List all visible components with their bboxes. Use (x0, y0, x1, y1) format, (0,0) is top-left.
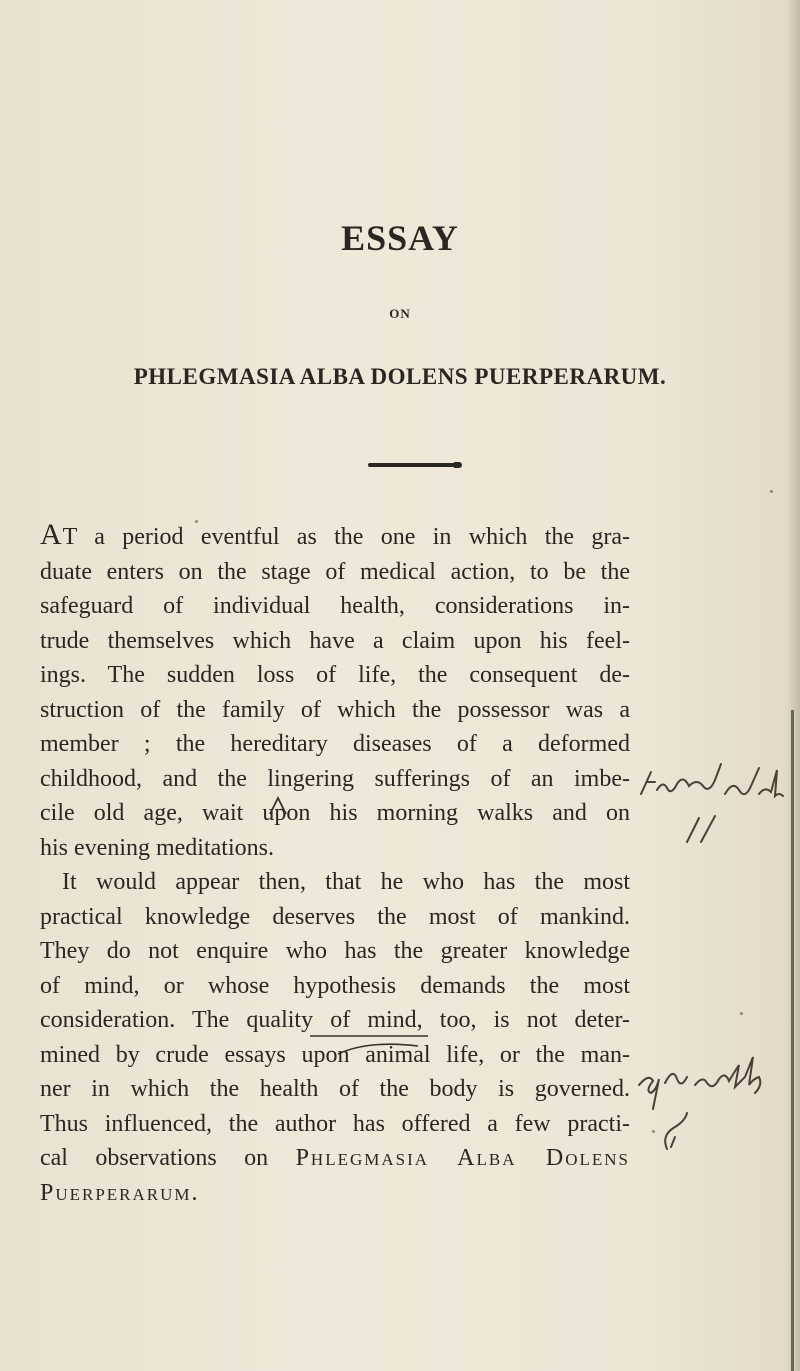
text-line: duate enters on the stage of medical action, to be the (40, 558, 630, 585)
text-line: Thus influenced, the author has offered a few practi- (40, 1110, 630, 1137)
text-line: member ; the hereditary diseases of a deformed (40, 731, 630, 757)
insertion-caret-mark (266, 792, 290, 816)
text-line: ings. The sudden loss of life, the consequent de- (40, 662, 630, 688)
text-line: of mind, or whose hypothesis demands the most (40, 972, 630, 999)
text-line: his evening meditations. (40, 834, 274, 861)
handwritten-annotation (637, 760, 797, 850)
essay-heading: ESSAY (341, 218, 459, 258)
text-line: safeguard of individual health, considerations in- (40, 593, 630, 619)
text-line: trude themselves which have a claim upon his feel- (40, 627, 630, 654)
ornamental-rule (368, 463, 456, 467)
text-line-lead: cal observations on (40, 1145, 269, 1171)
paper-speck (770, 490, 773, 493)
disease-name: Phlegmasia Alba Dolens (295, 1145, 630, 1171)
essay-title: PHLEGMASIA ALBA DOLENS PUERPERARUM. (133, 364, 667, 389)
underline-mark (308, 1032, 428, 1062)
on-subheading: ON (389, 306, 411, 321)
text-line: They do not enquire who has the greater knowledge (40, 938, 630, 964)
handwritten-annotation-2 (635, 1045, 795, 1155)
first-word-cap: T (62, 524, 77, 550)
drop-cap: A (40, 518, 63, 551)
text-line: It would appear then, that he who has the most (62, 869, 630, 895)
text-line: struction of the family of which the possessor was a (40, 696, 630, 723)
paper-speck (740, 1012, 743, 1015)
essay-body (40, 518, 630, 1210)
text-line: practical knowledge deserves the most of mankind. (40, 903, 630, 930)
text-line: mined by crude essays upon animal life, or the man- (40, 1041, 630, 1068)
first-line-text: a period eventful as the one in which the gra- (94, 524, 630, 550)
handwriting-scribble-2 (635, 1045, 795, 1155)
text-line: childhood, and the lingering sufferings of an imbe- (40, 765, 630, 792)
disease-name-cont: Puerperarum. (40, 1179, 200, 1206)
text-line-closing (40, 1141, 630, 1176)
text-line: cile old age, wait upon his morning walks and on (40, 800, 630, 826)
text-line: ner in which the health of the body is governed. (40, 1076, 630, 1102)
paper-speck (195, 520, 198, 523)
handwriting-scribble-1 (637, 760, 797, 850)
paper-speck (652, 1130, 655, 1133)
text-line: consideration. The quality of mind, too, is not deter- (40, 1007, 630, 1033)
text-line-1 (40, 518, 630, 555)
